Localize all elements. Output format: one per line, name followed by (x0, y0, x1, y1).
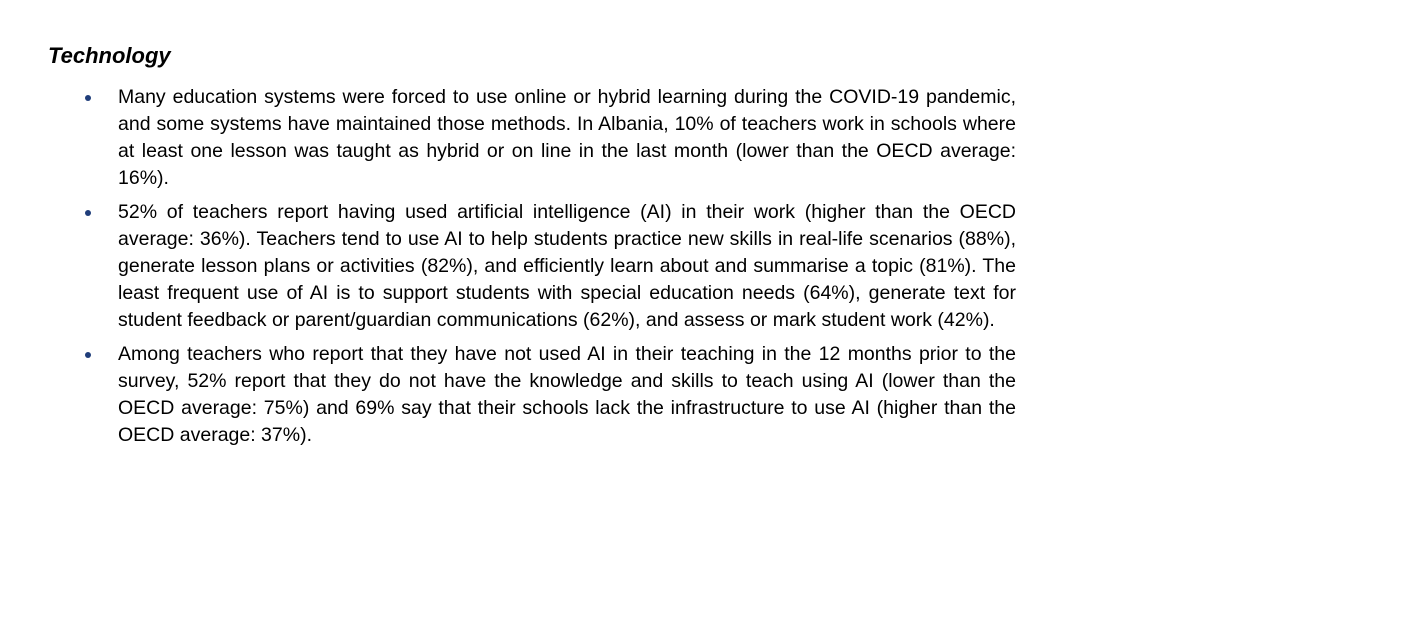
list-item (48, 84, 1016, 192)
technology-section (48, 40, 1016, 456)
list-item (48, 341, 1016, 449)
list-item-text: Among teachers who report that they have not used AI in their teaching in the 12 months prior to the survey, 52% report that they do not have the knowledge and skills to teach using AI (lower than the OECD average: 75%) and 69% say that their schools lack the infrastructure to use AI (higher than the OECD average: 37%). (118, 343, 1016, 446)
bullet-list (48, 84, 1016, 449)
bullet-icon (85, 352, 91, 358)
list-item (48, 199, 1016, 334)
bullet-icon (85, 210, 91, 216)
list-item-text: 52% of teachers report having used artificial intelligence (AI) in their work (higher than the OECD average: 36%). Teachers tend to use AI to help students practice new skills in real-life scenarios (88%), generate lesson plans or activities (82%), and efficiently learn about and summarise a topic (81%). The least frequent use of AI is to support students with special education needs (64%), generate text for student feedback or parent/guardian communications (62%), and assess or mark student work (42%). (118, 201, 1016, 331)
list-item-text: Many education systems were forced to use online or hybrid learning during the COVID-19 pandemic, and some systems have maintained those methods. In Albania, 10% of teachers work in schools where at least one lesson was taught as hybrid or on line in the last month (lower than the OECD average: 16%). (118, 86, 1016, 189)
bullet-icon (85, 95, 91, 101)
section-title: Technology (48, 43, 171, 68)
